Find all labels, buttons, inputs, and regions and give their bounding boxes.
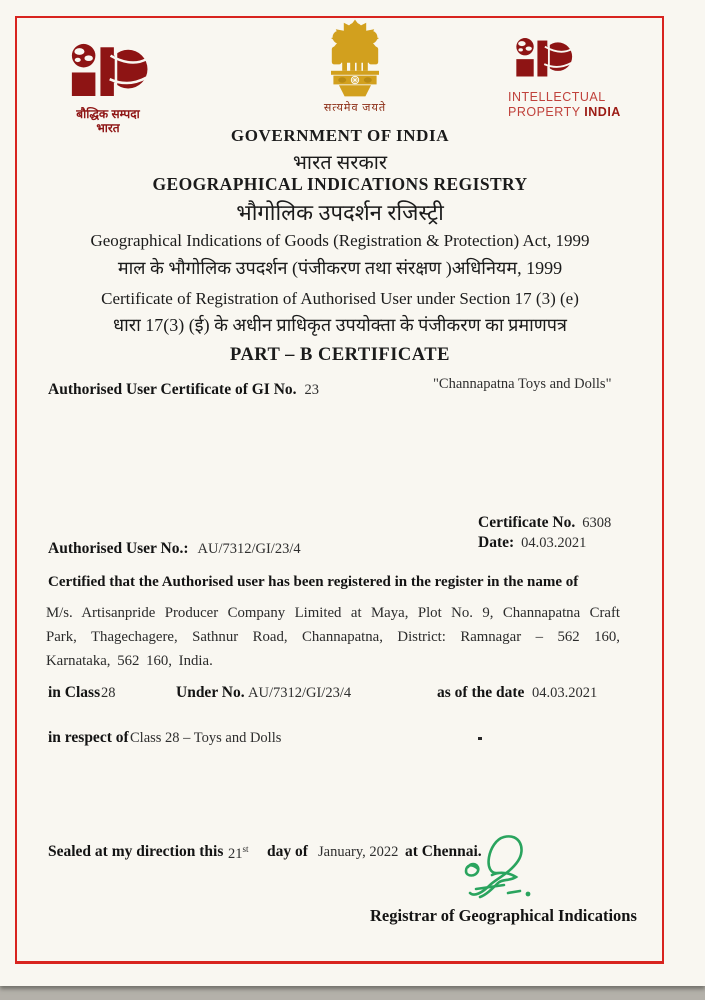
ip-india-right-caption [508, 90, 638, 119]
class-value: 28 [101, 685, 116, 701]
ipr-line2: PROPERTY [508, 105, 581, 119]
ip-india-logo-icon-small [512, 36, 574, 86]
ip-india-logo-icon [66, 42, 150, 108]
sealed-tail: at Chennai. [405, 843, 482, 860]
certificate-no-label: Certificate No. [478, 514, 576, 531]
date-value: 04.03.2021 [521, 535, 587, 551]
title-bharat-sarkar: भारत सरकार [292, 152, 388, 174]
title-gi-registry-en: GEOGRAPHICAL INDICATIONS REGISTRY [152, 174, 528, 194]
under-no-value: AU/7312/GI/23/4 [248, 685, 352, 701]
emblem-motto: सत्यमेव जयते [323, 102, 387, 114]
seal-date: January, 2022 [318, 844, 399, 860]
scan-speck [478, 737, 482, 740]
sealed-day-suffix: st [242, 844, 249, 854]
authorised-user-label: Authorised User No.: [48, 540, 189, 557]
class-label: in Class [48, 684, 101, 701]
sealed-day [228, 844, 249, 863]
gi-number-row [48, 381, 319, 399]
ip-india-left-logo [52, 42, 164, 136]
sealed-mid: day of [267, 843, 308, 860]
ashoka-lion-capital-icon [307, 16, 403, 100]
part-b-title: PART – B CERTIFICATE [230, 345, 450, 365]
title-gi-registry-hi: भौगोलिक उपदर्शन रजिस्ट्री [236, 200, 444, 225]
asof-value: 04.03.2021 [532, 685, 598, 701]
ip-india-left-caption-line2: भारत [96, 120, 120, 135]
certified-line: Certified that the Authorised user has been registered in the register in the name of [48, 574, 579, 590]
certificate-no-value: 6308 [582, 515, 612, 531]
authorised-user-value: AU/7312/GI/23/4 [197, 541, 301, 557]
authorised-user-row [48, 540, 301, 558]
date-label: Date: [478, 534, 515, 551]
national-emblem [280, 16, 430, 115]
ip-india-right-logo [508, 36, 638, 119]
ipr-line1: INTELLECTUAL [508, 90, 606, 104]
registrar-title: Registrar of Geographical Indications [370, 906, 637, 925]
sealed-day-number: 21 [228, 845, 243, 862]
act-line-en: Geographical Indications of Goods (Registration & Protection) Act, 1999 [90, 231, 590, 250]
act-line-hi: माल के भौगोलिक उपदर्शन (पंजीकरण तथा संरक्षण )अधिनियम, 1999 [117, 258, 563, 278]
gi-name: "Channapatna Toys and Dolls" [433, 376, 612, 392]
ipr-line2b: INDIA [584, 105, 621, 119]
sealed-lead: Sealed at my direction this [48, 843, 224, 860]
gi-number: 23 [304, 382, 320, 398]
under-no-label: Under No. [176, 684, 245, 701]
title-government-of-india: GOVERNMENT OF INDIA [230, 126, 450, 145]
asof-label: as of the date [437, 684, 525, 701]
respect-label: in respect of [48, 729, 129, 746]
certificate-number-block [478, 514, 611, 552]
holder-paragraph: M/s. Artisanpride Producer Company Limited at Maya, Plot No. 9, Channapatna Craft Park, Thagechagere, Sathnur Road, Channapatna, District: Ramnagar – 562 160, Karnataka, 562 160, India. [46, 605, 620, 669]
section-line-en: Certificate of Registration of Authorised User under Section 17 (3) (e) [101, 289, 579, 308]
respect-value: Class 28 – Toys and Dolls [130, 730, 282, 746]
gi-label: Authorised User Certificate of GI No. [48, 381, 297, 398]
section-line-hi: धारा 17(3) (ई) के अधीन प्राधिकृत उपयोक्ता के पंजीकरण का प्रमाणपत्र [113, 315, 567, 335]
registrar-signature-icon [452, 833, 540, 907]
ip-india-left-caption-line1: बौद्धिक सम्पदा [76, 107, 140, 121]
